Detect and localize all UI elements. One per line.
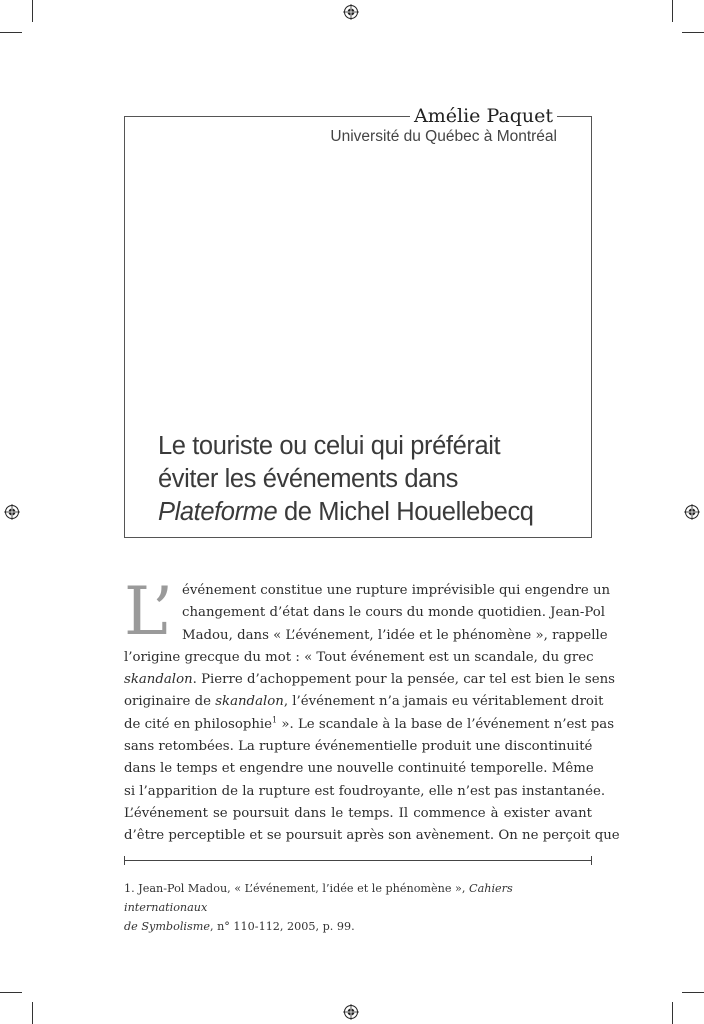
crop-mark-bottom-left: [32, 1002, 33, 1024]
body-italic-term-2: skandalon: [215, 694, 284, 710]
body-line-7-rest: ». Le scandale à la base de l’événement n’est pas: [277, 716, 615, 732]
footnote-journal-2: de Symbolisme: [124, 920, 210, 933]
body-line-12: d’être perceptible et se poursuit après son avènement. On ne perçoit que: [124, 828, 620, 844]
registration-mark-top-icon: [343, 4, 359, 20]
body-line-4: l’origine grecque du mot : « Tout événement est un scandale, du grec: [124, 649, 594, 665]
title-italic: Plateforme: [158, 498, 278, 526]
body-line-11: L’événement se poursuit dans le temps. Il commence à exister avant: [124, 805, 592, 821]
footnote: [124, 879, 592, 936]
footnote-text-start: 1. Jean-Pol Madou, « L’événement, l’idée et le phénomène »,: [124, 882, 470, 895]
title-box: [124, 105, 592, 538]
crop-mark-top-left-h: [0, 32, 22, 33]
body-line-5-rest: . Pierre d’achoppement pour la pensée, car tel est bien le sens: [192, 672, 615, 688]
body-line-1: événement constitue une rupture imprévisible qui engendre un: [182, 583, 611, 598]
crop-mark-bottom-left-h: [0, 992, 22, 993]
footnote-ref[interactable]: 1: [272, 715, 278, 725]
footnote-journal-1: Cahiers internationaux: [124, 882, 513, 914]
footnote-rule-tick-right: [591, 856, 592, 865]
crop-mark-top-right: [672, 0, 673, 22]
body-italic-term: skandalon: [124, 672, 193, 688]
registration-mark-bottom-icon: [343, 1004, 359, 1020]
crop-mark-bottom-right: [672, 1002, 673, 1024]
drop-cap: L’: [124, 573, 173, 650]
body-line-9: dans le temps et engendre une nouvelle continuité temporelle. Même: [124, 761, 594, 777]
footnote-rule: [124, 860, 592, 861]
title-line-2: éviter les événements dans: [158, 465, 459, 493]
body-line-7-start: de cité en philosophie: [124, 716, 273, 732]
body-line-6: [124, 691, 604, 713]
footnote-rule-tick-left: [124, 856, 125, 865]
body-text: [124, 573, 620, 848]
crop-mark-top-right-h: [682, 32, 704, 33]
author-name: Amélie Paquet: [410, 105, 557, 127]
author-affiliation: Université du Québec à Montréal: [330, 128, 557, 145]
author-line: [125, 105, 591, 129]
body-line-6-rest: , l’événement n’a jamais eu véritablement droit: [283, 694, 604, 710]
body-line-10: si l’apparition de la rupture est foudroyante, elle n’est pas instantanée.: [124, 783, 606, 799]
body-line-6-start: originaire de: [124, 694, 216, 710]
crop-mark-bottom-right-h: [682, 992, 704, 993]
registration-mark-right-icon: [684, 504, 700, 520]
body-line-2: changement d’état dans le cours du monde quotidien. Jean-Pol: [182, 605, 606, 621]
body-line-8: sans retombées. La rupture événementielle produit une discontinuité: [124, 739, 593, 755]
body-line-3: Madou, dans « L’événement, l’idée et le phénomène », rappelle: [182, 627, 608, 643]
body-line-5: [124, 669, 615, 691]
crop-mark-top-left: [32, 0, 33, 22]
article-title: [158, 430, 578, 529]
title-line-3: [158, 496, 578, 529]
title-line-1: Le touriste ou celui qui préférait: [158, 432, 501, 460]
registration-mark-left-icon: [4, 504, 20, 520]
body-line-7: [124, 714, 615, 736]
title-line-3-rest: de Michel Houellebecq: [277, 498, 534, 526]
footnote-text-end: , n° 110-112, 2005, p. 99.: [209, 920, 355, 933]
